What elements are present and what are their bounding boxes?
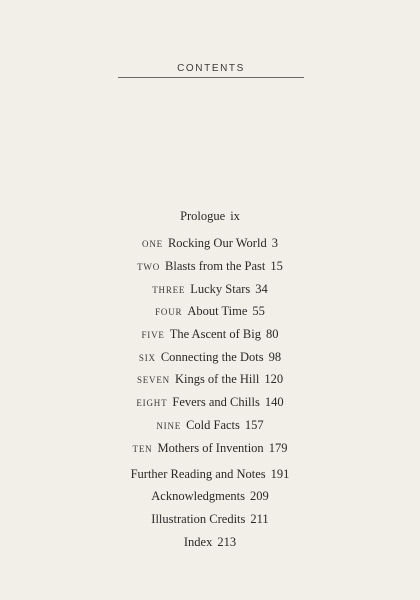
toc-entry [0,394,420,411]
toc-entry [0,235,420,252]
toc-entry [0,440,420,457]
page-number: 98 [268,350,282,364]
page-number: 140 [264,395,284,409]
heading-rule [118,77,304,78]
toc-entry [0,371,420,388]
chapter-number: FOUR [155,307,183,317]
page-number: 209 [249,489,269,503]
page-number: 157 [244,418,264,432]
toc-entry [0,417,420,434]
toc-entry [0,511,420,527]
chapter-number: EIGHT [136,398,168,408]
page-number: 120 [264,372,284,386]
toc-entry [0,303,420,320]
chapter-title: Blasts from the Past [165,259,266,273]
page-number: 15 [270,259,283,273]
page-number: 34 [255,282,268,296]
chapter-number: THREE [152,285,186,295]
contents-heading: CONTENTS [177,63,245,74]
toc-entry [0,258,420,275]
toc-entry [0,534,420,550]
chapter-title: Lucky Stars [190,282,251,296]
chapter-number: NINE [156,421,182,431]
toc-entry [0,488,420,504]
page-number: 55 [252,304,265,318]
toc-entry [0,208,420,224]
page-number: 3 [271,236,278,250]
chapter-title: Acknowledgments [151,489,245,503]
chapter-title: Illustration Credits [151,512,246,526]
chapter-title: Kings of the Hill [174,372,260,386]
chapter-title: Mothers of Invention [157,441,264,455]
chapter-title: About Time [187,304,248,318]
page-number: 211 [250,512,269,526]
chapter-number: SIX [138,353,156,363]
chapter-title: Rocking Our World [167,236,267,250]
chapter-number: TWO [137,262,161,272]
chapter-title: Fevers and Chills [172,395,260,409]
page-number: 179 [268,441,288,455]
toc-entry [0,326,420,343]
page-number: 213 [217,535,237,549]
page-number: ix [230,209,240,223]
chapter-number: ONE [142,239,163,249]
chapter-title: Index [183,535,213,549]
toc-entry [0,466,420,482]
chapter-title: Prologue [180,209,226,223]
chapter-title: Further Reading and Notes [130,467,266,481]
chapter-number: FIVE [141,330,165,340]
chapter-title: Cold Facts [186,418,240,432]
chapter-number: TEN [132,444,153,454]
chapter-title: Connecting the Dots [160,350,264,364]
toc-entry [0,281,420,298]
chapter-number: SEVEN [136,375,170,385]
toc-entry [0,349,420,366]
chapter-title: The Ascent of Big [169,327,261,341]
page-number: 191 [270,467,290,481]
page-number: 80 [266,327,279,341]
